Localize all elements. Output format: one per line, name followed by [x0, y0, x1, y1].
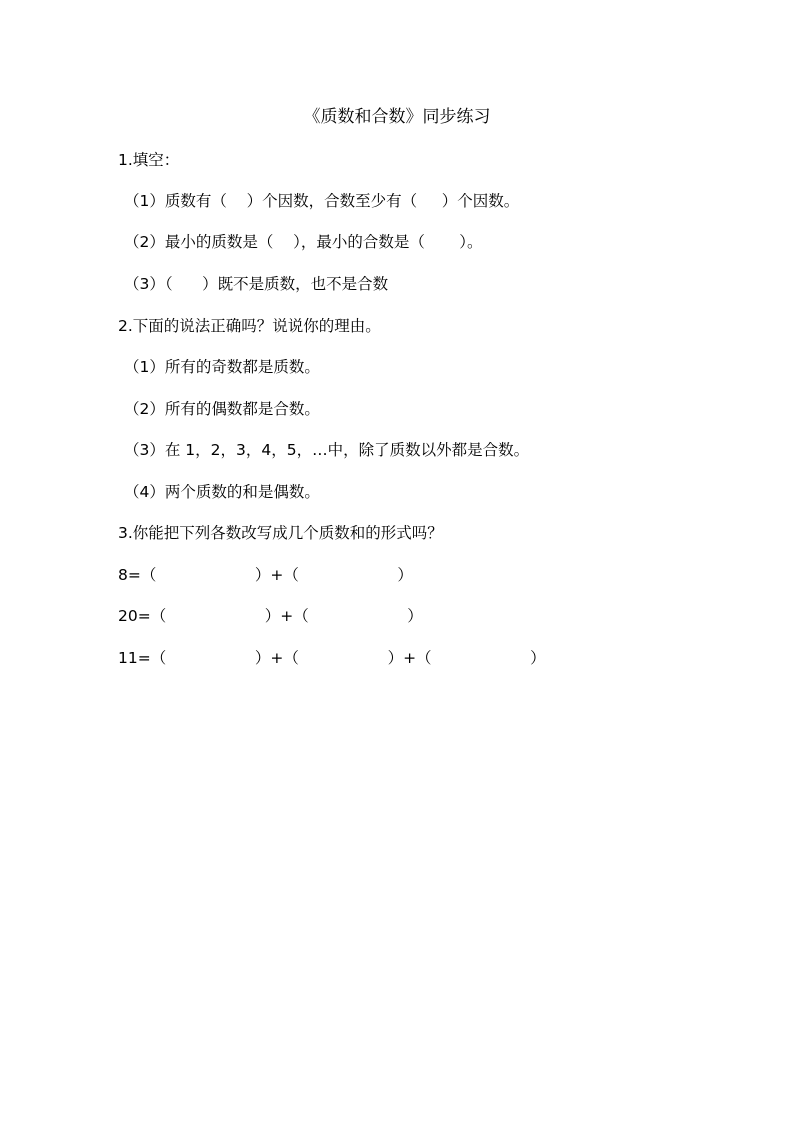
question-3-item-1: 8=（ ）+（ ） — [118, 566, 413, 584]
question-1-heading: 1.填空： — [118, 151, 180, 169]
question-1-item-1: （1）质数有（ ）个因数，合数至少有（ ）个因数。 — [124, 192, 520, 210]
question-3-heading: 3.你能把下列各数改写成几个质数和的形式吗？ — [118, 524, 443, 542]
question-2-item-4: （4）两个质数的和是偶数。 — [124, 483, 320, 501]
question-1-item-2: （2）最小的质数是（ ），最小的合数是（ ）。 — [124, 233, 483, 251]
question-2-item-3: （3）在 1，2，3，4，5，…中，除了质数以外都是合数。 — [124, 441, 530, 459]
question-1-item-3: （3）（ ）既不是质数，也不是合数 — [124, 275, 389, 293]
question-2-item-2: （2）所有的偶数都是合数。 — [124, 400, 320, 418]
question-2-item-1: （1）所有的奇数都是质数。 — [124, 358, 320, 376]
question-3-item-2: 20=（ ）+（ ） — [118, 607, 423, 625]
page-title: 《质数和合数》同步练习 — [303, 107, 491, 127]
question-2-heading: 2.下面的说法正确吗？说说你的理由。 — [118, 317, 381, 335]
question-3-item-3: 11=（ ）+（ ）+（ ） — [118, 649, 546, 667]
